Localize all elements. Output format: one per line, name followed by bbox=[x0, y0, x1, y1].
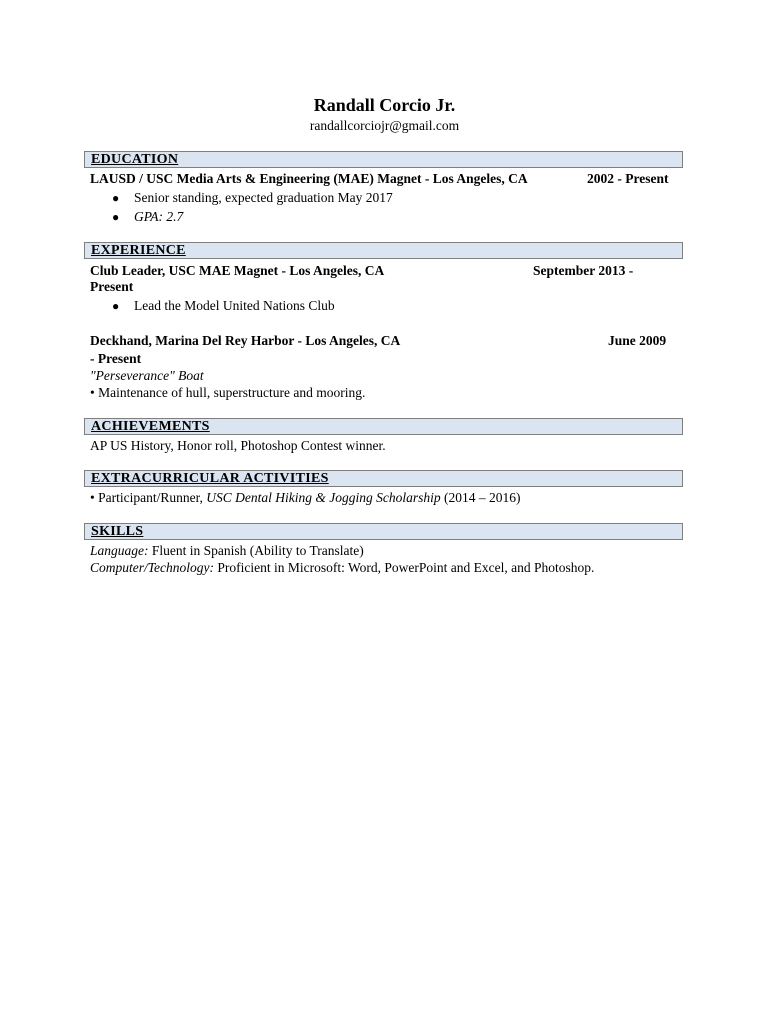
bullet-icon: ● bbox=[112, 299, 120, 313]
section-title: EDUCATION bbox=[91, 152, 179, 167]
job-title: Club Leader, USC MAE Magnet - Los Angeles, CA bbox=[90, 263, 385, 278]
education-school: LAUSD / USC Media Arts & Engineering (MAE) Magnet - Los Angeles, CA bbox=[90, 171, 528, 186]
job-title: Deckhand, Marina Del Rey Harbor - Los Angeles, CA bbox=[90, 333, 401, 348]
job-dates-continued: - Present bbox=[90, 351, 142, 366]
bullet-icon: ● bbox=[112, 191, 120, 205]
section-header-education bbox=[84, 151, 683, 168]
education-gpa: ● GPA: 2.7 bbox=[112, 209, 184, 224]
section-title: EXPERIENCE bbox=[91, 243, 186, 258]
job-bullet: ● Lead the Model United Nations Club bbox=[112, 298, 335, 313]
candidate-email: randallcorciojr@gmail.com bbox=[309, 118, 460, 133]
section-title: ACHIEVEMENTS bbox=[91, 419, 210, 434]
section-header-achievements bbox=[84, 418, 683, 435]
job-dates: June 2009 bbox=[608, 333, 667, 348]
section-header-extracurricular bbox=[84, 470, 683, 487]
job-detail: • Maintenance of hull, superstructure and mooring. bbox=[90, 385, 366, 400]
section-title: SKILLS bbox=[91, 524, 144, 539]
education-dates: 2002 - Present bbox=[587, 171, 669, 186]
job-dates: September 2013 - bbox=[533, 263, 634, 278]
section-header-experience bbox=[84, 242, 683, 259]
candidate-name: Randall Corcio Jr. bbox=[313, 95, 456, 115]
skills-computer: Computer/Technology: Proficient in Microsoft: Word, PowerPoint and Excel, and Photoshop. bbox=[90, 560, 595, 575]
job-vessel: "Perseverance" Boat bbox=[90, 368, 204, 383]
section-title: EXTRACURRICULAR ACTIVITIES bbox=[91, 471, 329, 486]
bullet-icon: ● bbox=[112, 210, 120, 224]
section-header-skills bbox=[84, 523, 683, 540]
education-bullet: ● Senior standing, expected graduation May 2017 bbox=[112, 190, 393, 205]
skills-language: Language: Fluent in Spanish (Ability to Translate) bbox=[90, 543, 364, 558]
extracurricular-item: • Participant/Runner, USC Dental Hiking & Jogging Scholarship (2014 – 2016) bbox=[90, 490, 521, 505]
achievements-text: AP US History, Honor roll, Photoshop Contest winner. bbox=[90, 438, 386, 453]
job-dates-continued: Present bbox=[90, 279, 134, 294]
